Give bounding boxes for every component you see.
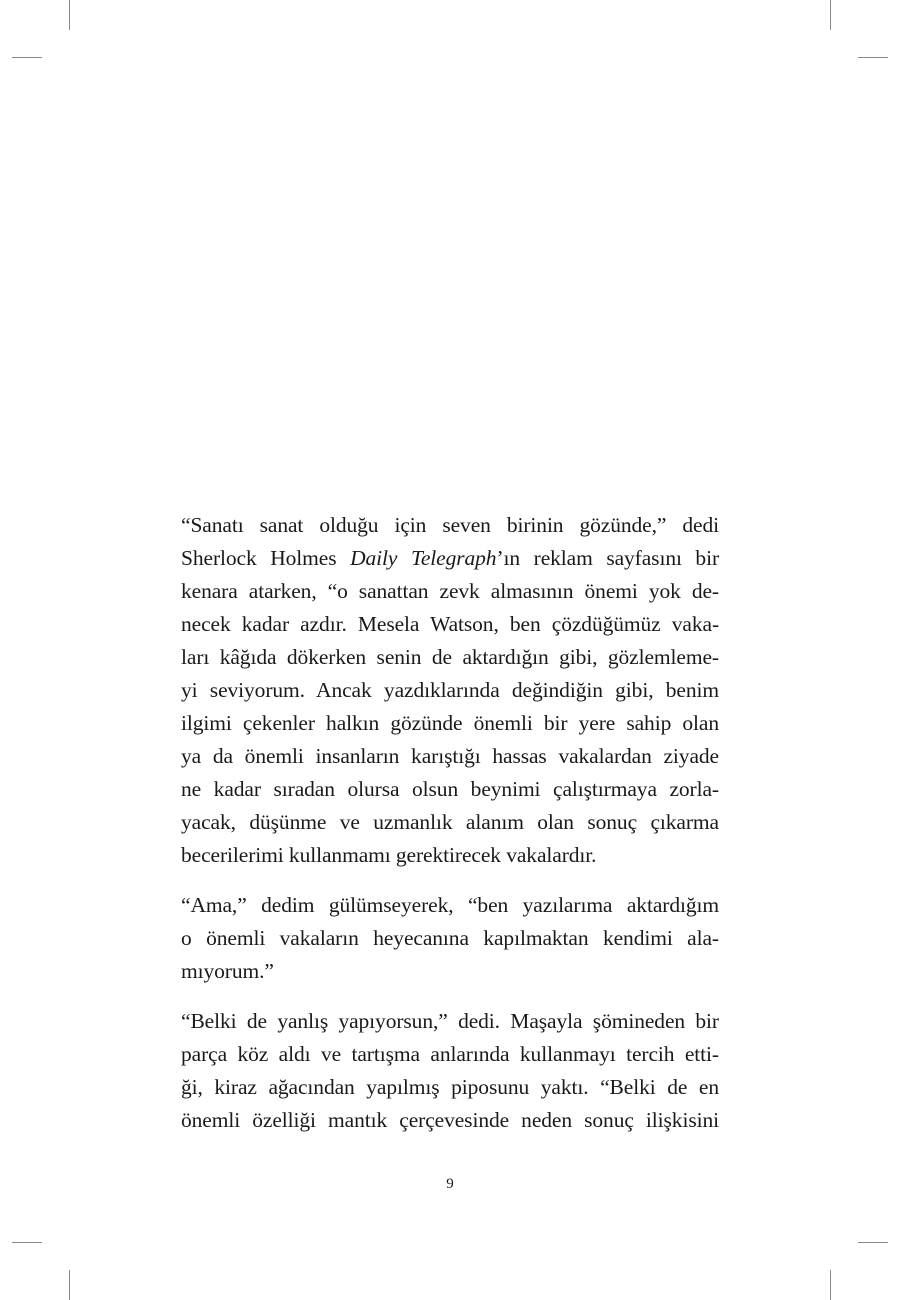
text-line: yacak, düşünme ve uzmanlık alanım olan sonuç çıkarma [181, 810, 719, 834]
text-line: parça köz aldı ve tartışma anlarında kullanmayı tercih etti- [181, 1042, 719, 1066]
text-line: kenara atarken, “o sanattan zevk almasının önemi yok de- [181, 579, 719, 603]
text-line: “Ama,” dedim gülümseyerek, “ben yazılarıma aktardığım [181, 893, 719, 917]
crop-mark-top-right-horizontal [858, 57, 888, 58]
text-line: mıyorum.” [181, 959, 274, 983]
paragraph-3 [181, 1005, 719, 1137]
text-line: becerilerimi kullanmamı gerektirecek vakalardır. [181, 843, 597, 867]
text-line: o önemli vakaların heyecanına kapılmaktan kendimi ala- [181, 926, 719, 950]
newspaper-title: Daily Telegraph [350, 546, 497, 570]
crop-mark-top-right-vertical [830, 0, 831, 30]
text-line: “Sanatı sanat olduğu için seven birinin gözünde,” dedi [181, 513, 719, 537]
text-line: ne kadar sıradan olursa olsun beynimi çalıştırmaya zorla- [181, 777, 719, 801]
text-line: önemli özelliği mantık çerçevesinde neden sonuç ilişkisini [181, 1108, 719, 1132]
text-line: ya da önemli insanların karıştığı hassas vakalardan ziyade [181, 744, 719, 768]
crop-mark-bottom-right-horizontal [858, 1242, 888, 1243]
text-line: yi seviyorum. Ancak yazdıklarında değindiğin gibi, benim [181, 678, 719, 702]
text-line: ilgimi çekenler halkın gözünde önemli bir yere sahip olan [181, 711, 719, 735]
crop-mark-bottom-right-vertical [830, 1270, 831, 1300]
crop-mark-bottom-left-vertical [69, 1270, 70, 1300]
text-line: ği, kiraz ağacından yapılmış piposunu yaktı. “Belki de en [181, 1075, 719, 1099]
text-line: Sherlock Holmes Daily Telegraph’ın reklam sayfasını bir [181, 546, 720, 570]
body-text [181, 509, 719, 1154]
paragraph-2 [181, 889, 719, 988]
crop-mark-top-left-horizontal [12, 57, 42, 58]
text-line: ları kâğıda dökerken senin de aktardığın gibi, gözlemleme- [181, 645, 719, 669]
page-number: 9 [446, 1176, 454, 1192]
text-line: “Belki de yanlış yapıyorsun,” dedi. Maşayla şömineden bir [181, 1009, 719, 1033]
text-line: necek kadar azdır. Mesela Watson, ben çözdüğümüz vaka- [181, 612, 719, 636]
crop-mark-top-left-vertical [69, 0, 70, 30]
crop-mark-bottom-left-horizontal [12, 1242, 42, 1243]
paragraph-1 [181, 509, 719, 872]
